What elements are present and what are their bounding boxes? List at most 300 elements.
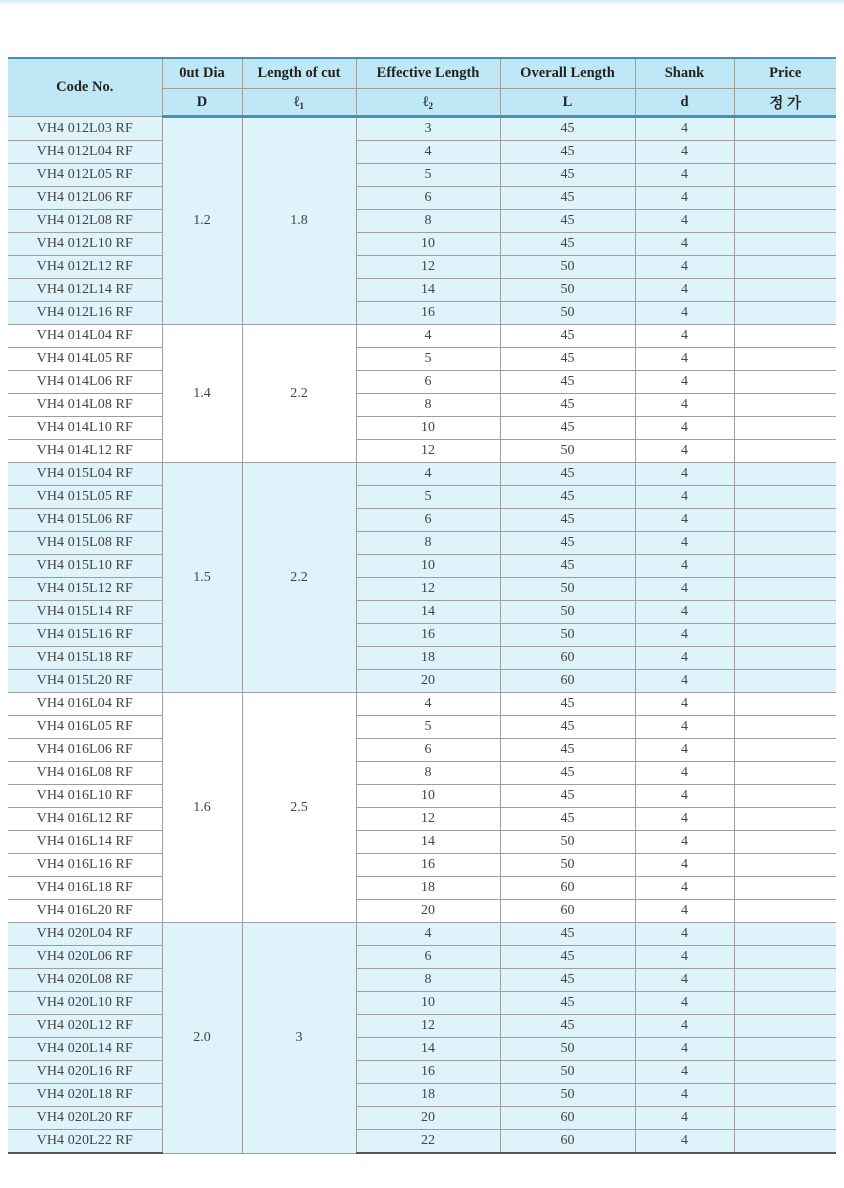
- price-cell: [734, 1130, 836, 1154]
- effective-length-cell: 8: [356, 394, 500, 417]
- shank-cell: 4: [635, 1061, 734, 1084]
- code-cell: VH4 020L04 RF: [8, 923, 162, 946]
- price-cell: [734, 187, 836, 210]
- code-cell: VH4 012L06 RF: [8, 187, 162, 210]
- price-cell: [734, 693, 836, 716]
- effective-length-cell: 22: [356, 1130, 500, 1154]
- table-row: [8, 785, 836, 808]
- overall-length-cell: 45: [500, 210, 635, 233]
- effective-length-cell: 12: [356, 808, 500, 831]
- price-cell: [734, 1015, 836, 1038]
- price-cell: [734, 532, 836, 555]
- effective-length-cell: 10: [356, 233, 500, 256]
- table-row: [8, 325, 836, 348]
- effective-length-cell: 6: [356, 739, 500, 762]
- table-body: [8, 117, 836, 1154]
- table-row: [8, 486, 836, 509]
- code-cell: VH4 016L18 RF: [8, 877, 162, 900]
- shank-cell: 4: [635, 785, 734, 808]
- table-row: [8, 670, 836, 693]
- price-cell: [734, 1038, 836, 1061]
- effective-length-cell: 10: [356, 785, 500, 808]
- header-symbol-small-d: d: [635, 89, 734, 117]
- price-cell: [734, 555, 836, 578]
- table-row: [8, 233, 836, 256]
- price-cell: [734, 624, 836, 647]
- effective-length-cell: 12: [356, 256, 500, 279]
- effective-length-cell: 14: [356, 831, 500, 854]
- table-row: [8, 1130, 836, 1154]
- price-cell: [734, 578, 836, 601]
- overall-length-cell: 60: [500, 900, 635, 923]
- effective-length-cell: 18: [356, 1084, 500, 1107]
- table-row: [8, 509, 836, 532]
- overall-length-cell: 50: [500, 1061, 635, 1084]
- price-cell: [734, 371, 836, 394]
- effective-length-cell: 5: [356, 486, 500, 509]
- effective-length-cell: 14: [356, 601, 500, 624]
- effective-length-cell: 10: [356, 555, 500, 578]
- shank-cell: 4: [635, 141, 734, 164]
- shank-cell: 4: [635, 117, 734, 141]
- shank-cell: 4: [635, 946, 734, 969]
- shank-cell: 4: [635, 440, 734, 463]
- price-cell: [734, 739, 836, 762]
- shank-cell: 4: [635, 854, 734, 877]
- shank-cell: 4: [635, 992, 734, 1015]
- overall-length-cell: 60: [500, 877, 635, 900]
- overall-length-cell: 50: [500, 831, 635, 854]
- header-symbol-l2: [356, 89, 500, 117]
- shank-cell: 4: [635, 716, 734, 739]
- effective-length-cell: 10: [356, 417, 500, 440]
- table-row: [8, 900, 836, 923]
- price-cell: [734, 210, 836, 233]
- effective-length-cell: 20: [356, 670, 500, 693]
- price-cell: [734, 900, 836, 923]
- price-cell: [734, 256, 836, 279]
- table-row: [8, 601, 836, 624]
- shank-cell: 4: [635, 739, 734, 762]
- shank-cell: 4: [635, 164, 734, 187]
- symbol-subscript: 2: [428, 100, 433, 111]
- overall-length-cell: 50: [500, 601, 635, 624]
- symbol-ell: ℓ: [294, 93, 300, 110]
- shank-cell: 4: [635, 900, 734, 923]
- table-row: [8, 555, 836, 578]
- code-cell: VH4 015L18 RF: [8, 647, 162, 670]
- price-cell: [734, 762, 836, 785]
- overall-length-cell: 45: [500, 1015, 635, 1038]
- price-cell: [734, 831, 836, 854]
- code-cell: VH4 016L05 RF: [8, 716, 162, 739]
- shank-cell: 4: [635, 1107, 734, 1130]
- shank-cell: 4: [635, 279, 734, 302]
- effective-length-cell: 6: [356, 509, 500, 532]
- effective-length-cell: 14: [356, 279, 500, 302]
- code-cell: VH4 014L05 RF: [8, 348, 162, 371]
- code-cell: VH4 012L12 RF: [8, 256, 162, 279]
- length-of-cut-cell: 3: [242, 923, 356, 1154]
- table-row: [8, 624, 836, 647]
- table-row: [8, 256, 836, 279]
- price-cell: [734, 647, 836, 670]
- shank-cell: 4: [635, 1015, 734, 1038]
- overall-length-cell: 45: [500, 693, 635, 716]
- shank-cell: 4: [635, 877, 734, 900]
- effective-length-cell: 8: [356, 762, 500, 785]
- overall-length-cell: 45: [500, 348, 635, 371]
- shank-cell: 4: [635, 647, 734, 670]
- table-row: [8, 394, 836, 417]
- shank-cell: 4: [635, 256, 734, 279]
- table-row: [8, 417, 836, 440]
- table-row: [8, 647, 836, 670]
- shank-cell: 4: [635, 1084, 734, 1107]
- overall-length-cell: 45: [500, 371, 635, 394]
- code-cell: VH4 012L03 RF: [8, 117, 162, 141]
- table-row: [8, 1015, 836, 1038]
- overall-length-cell: 45: [500, 463, 635, 486]
- table-row: [8, 1038, 836, 1061]
- shank-cell: 4: [635, 1038, 734, 1061]
- header-length-of-cut: Length of cut: [242, 58, 356, 89]
- effective-length-cell: 5: [356, 164, 500, 187]
- overall-length-cell: 45: [500, 808, 635, 831]
- price-cell: [734, 164, 836, 187]
- shank-cell: 4: [635, 670, 734, 693]
- price-cell: [734, 463, 836, 486]
- code-cell: VH4 016L20 RF: [8, 900, 162, 923]
- code-cell: VH4 012L16 RF: [8, 302, 162, 325]
- code-cell: VH4 012L10 RF: [8, 233, 162, 256]
- shank-cell: 4: [635, 394, 734, 417]
- table-row: [8, 877, 836, 900]
- effective-length-cell: 6: [356, 187, 500, 210]
- table-row: [8, 808, 836, 831]
- overall-length-cell: 45: [500, 509, 635, 532]
- table-row: [8, 739, 836, 762]
- code-cell: VH4 015L16 RF: [8, 624, 162, 647]
- shank-cell: 4: [635, 486, 734, 509]
- code-cell: VH4 015L14 RF: [8, 601, 162, 624]
- code-cell: VH4 016L08 RF: [8, 762, 162, 785]
- code-cell: VH4 014L04 RF: [8, 325, 162, 348]
- out-dia-cell: 1.5: [162, 463, 242, 693]
- overall-length-cell: 45: [500, 555, 635, 578]
- table-row: [8, 532, 836, 555]
- overall-length-cell: 60: [500, 1107, 635, 1130]
- overall-length-cell: 60: [500, 1130, 635, 1154]
- shank-cell: 4: [635, 578, 734, 601]
- price-cell: [734, 808, 836, 831]
- table-row: [8, 1084, 836, 1107]
- code-cell: VH4 016L16 RF: [8, 854, 162, 877]
- price-cell: [734, 440, 836, 463]
- symbol-ell: ℓ: [423, 93, 429, 110]
- table-header: [8, 58, 836, 117]
- overall-length-cell: 50: [500, 624, 635, 647]
- table-row: [8, 463, 836, 486]
- overall-length-cell: 45: [500, 486, 635, 509]
- effective-length-cell: 5: [356, 716, 500, 739]
- overall-length-cell: 50: [500, 440, 635, 463]
- shank-cell: 4: [635, 808, 734, 831]
- code-cell: VH4 020L10 RF: [8, 992, 162, 1015]
- table-row: [8, 969, 836, 992]
- effective-length-cell: 4: [356, 463, 500, 486]
- effective-length-cell: 10: [356, 992, 500, 1015]
- effective-length-cell: 6: [356, 371, 500, 394]
- top-decorative-strip: [0, 0, 844, 6]
- table-row: [8, 371, 836, 394]
- price-cell: [734, 325, 836, 348]
- table-row: [8, 693, 836, 716]
- price-cell: [734, 348, 836, 371]
- effective-length-cell: 12: [356, 440, 500, 463]
- shank-cell: 4: [635, 601, 734, 624]
- effective-length-cell: 16: [356, 302, 500, 325]
- overall-length-cell: 50: [500, 1084, 635, 1107]
- shank-cell: 4: [635, 923, 734, 946]
- shank-cell: 4: [635, 762, 734, 785]
- price-cell: [734, 601, 836, 624]
- table-row: [8, 210, 836, 233]
- price-cell: [734, 716, 836, 739]
- header-symbol-L: L: [500, 89, 635, 117]
- price-cell: [734, 141, 836, 164]
- code-cell: VH4 015L12 RF: [8, 578, 162, 601]
- out-dia-cell: 1.4: [162, 325, 242, 463]
- header-price: Price: [734, 58, 836, 89]
- table-row: [8, 279, 836, 302]
- price-cell: [734, 785, 836, 808]
- code-cell: VH4 020L22 RF: [8, 1130, 162, 1154]
- effective-length-cell: 6: [356, 946, 500, 969]
- shank-cell: 4: [635, 693, 734, 716]
- header-out-dia: 0ut Dia: [162, 58, 242, 89]
- table-row: [8, 1107, 836, 1130]
- header-price-korean: 정 가: [734, 89, 836, 117]
- shank-cell: 4: [635, 532, 734, 555]
- table-row: [8, 302, 836, 325]
- code-cell: VH4 020L18 RF: [8, 1084, 162, 1107]
- overall-length-cell: 45: [500, 187, 635, 210]
- table-row: [8, 578, 836, 601]
- effective-length-cell: 18: [356, 877, 500, 900]
- code-cell: VH4 020L06 RF: [8, 946, 162, 969]
- table-row: [8, 187, 836, 210]
- table-row: [8, 831, 836, 854]
- effective-length-cell: 8: [356, 532, 500, 555]
- price-cell: [734, 117, 836, 141]
- effective-length-cell: 14: [356, 1038, 500, 1061]
- shank-cell: 4: [635, 1130, 734, 1154]
- shank-cell: 4: [635, 969, 734, 992]
- price-cell: [734, 670, 836, 693]
- code-cell: VH4 012L14 RF: [8, 279, 162, 302]
- code-cell: VH4 015L10 RF: [8, 555, 162, 578]
- overall-length-cell: 50: [500, 256, 635, 279]
- code-cell: VH4 016L14 RF: [8, 831, 162, 854]
- code-cell: VH4 020L12 RF: [8, 1015, 162, 1038]
- length-of-cut-cell: 2.2: [242, 325, 356, 463]
- code-cell: VH4 015L06 RF: [8, 509, 162, 532]
- overall-length-cell: 45: [500, 992, 635, 1015]
- effective-length-cell: 4: [356, 693, 500, 716]
- out-dia-cell: 1.2: [162, 117, 242, 325]
- code-cell: VH4 020L16 RF: [8, 1061, 162, 1084]
- price-cell: [734, 1061, 836, 1084]
- price-cell: [734, 509, 836, 532]
- code-cell: VH4 015L08 RF: [8, 532, 162, 555]
- code-cell: VH4 020L20 RF: [8, 1107, 162, 1130]
- overall-length-cell: 45: [500, 164, 635, 187]
- overall-length-cell: 45: [500, 532, 635, 555]
- effective-length-cell: 3: [356, 117, 500, 141]
- table-row: [8, 164, 836, 187]
- shank-cell: 4: [635, 325, 734, 348]
- effective-length-cell: 4: [356, 923, 500, 946]
- effective-length-cell: 16: [356, 1061, 500, 1084]
- table-row: [8, 440, 836, 463]
- code-cell: VH4 015L04 RF: [8, 463, 162, 486]
- overall-length-cell: 45: [500, 417, 635, 440]
- overall-length-cell: 45: [500, 785, 635, 808]
- effective-length-cell: 18: [356, 647, 500, 670]
- table-row: [8, 992, 836, 1015]
- price-cell: [734, 1084, 836, 1107]
- table-row: [8, 117, 836, 141]
- effective-length-cell: 4: [356, 141, 500, 164]
- shank-cell: 4: [635, 463, 734, 486]
- table-row: [8, 923, 836, 946]
- effective-length-cell: 8: [356, 969, 500, 992]
- overall-length-cell: 60: [500, 670, 635, 693]
- code-cell: VH4 016L12 RF: [8, 808, 162, 831]
- overall-length-cell: 45: [500, 394, 635, 417]
- code-cell: VH4 016L10 RF: [8, 785, 162, 808]
- effective-length-cell: 12: [356, 1015, 500, 1038]
- header-symbol-l1: [242, 89, 356, 117]
- overall-length-cell: 45: [500, 233, 635, 256]
- shank-cell: 4: [635, 624, 734, 647]
- table-row: [8, 762, 836, 785]
- overall-length-cell: 45: [500, 923, 635, 946]
- shank-cell: 4: [635, 509, 734, 532]
- price-cell: [734, 394, 836, 417]
- shank-cell: 4: [635, 417, 734, 440]
- overall-length-cell: 45: [500, 325, 635, 348]
- code-cell: VH4 012L05 RF: [8, 164, 162, 187]
- price-cell: [734, 486, 836, 509]
- overall-length-cell: 45: [500, 969, 635, 992]
- table-row: [8, 348, 836, 371]
- shank-cell: 4: [635, 831, 734, 854]
- out-dia-cell: 2.0: [162, 923, 242, 1154]
- code-cell: VH4 020L14 RF: [8, 1038, 162, 1061]
- price-cell: [734, 992, 836, 1015]
- code-cell: VH4 012L08 RF: [8, 210, 162, 233]
- code-cell: VH4 014L12 RF: [8, 440, 162, 463]
- price-cell: [734, 279, 836, 302]
- shank-cell: 4: [635, 210, 734, 233]
- effective-length-cell: 16: [356, 624, 500, 647]
- length-of-cut-cell: 1.8: [242, 117, 356, 325]
- code-cell: VH4 016L04 RF: [8, 693, 162, 716]
- overall-length-cell: 50: [500, 578, 635, 601]
- table-row: [8, 716, 836, 739]
- price-cell: [734, 233, 836, 256]
- code-cell: VH4 020L08 RF: [8, 969, 162, 992]
- code-cell: VH4 012L04 RF: [8, 141, 162, 164]
- code-cell: VH4 014L10 RF: [8, 417, 162, 440]
- price-cell: [734, 923, 836, 946]
- effective-length-cell: 8: [356, 210, 500, 233]
- overall-length-cell: 50: [500, 302, 635, 325]
- overall-length-cell: 45: [500, 739, 635, 762]
- code-cell: VH4 014L08 RF: [8, 394, 162, 417]
- shank-cell: 4: [635, 348, 734, 371]
- price-cell: [734, 1107, 836, 1130]
- code-cell: VH4 015L05 RF: [8, 486, 162, 509]
- symbol-subscript: 1: [299, 100, 304, 111]
- overall-length-cell: 60: [500, 647, 635, 670]
- table-row: [8, 141, 836, 164]
- header-effective-length: Effective Length: [356, 58, 500, 89]
- length-of-cut-cell: 2.5: [242, 693, 356, 923]
- effective-length-cell: 16: [356, 854, 500, 877]
- table-row: [8, 854, 836, 877]
- price-cell: [734, 854, 836, 877]
- overall-length-cell: 45: [500, 762, 635, 785]
- overall-length-cell: 50: [500, 279, 635, 302]
- code-cell: VH4 016L06 RF: [8, 739, 162, 762]
- shank-cell: 4: [635, 233, 734, 256]
- price-cell: [734, 302, 836, 325]
- price-cell: [734, 877, 836, 900]
- effective-length-cell: 20: [356, 900, 500, 923]
- header-overall-length: Overall Length: [500, 58, 635, 89]
- product-spec-table: [8, 57, 836, 1154]
- price-cell: [734, 969, 836, 992]
- effective-length-cell: 5: [356, 348, 500, 371]
- overall-length-cell: 50: [500, 854, 635, 877]
- overall-length-cell: 50: [500, 1038, 635, 1061]
- shank-cell: 4: [635, 187, 734, 210]
- shank-cell: 4: [635, 555, 734, 578]
- header-shank: Shank: [635, 58, 734, 89]
- shank-cell: 4: [635, 371, 734, 394]
- effective-length-cell: 4: [356, 325, 500, 348]
- overall-length-cell: 45: [500, 117, 635, 141]
- overall-length-cell: 45: [500, 141, 635, 164]
- effective-length-cell: 12: [356, 578, 500, 601]
- overall-length-cell: 45: [500, 716, 635, 739]
- price-cell: [734, 946, 836, 969]
- header-symbol-d: D: [162, 89, 242, 117]
- table-row: [8, 1061, 836, 1084]
- length-of-cut-cell: 2.2: [242, 463, 356, 693]
- effective-length-cell: 20: [356, 1107, 500, 1130]
- table-row: [8, 946, 836, 969]
- header-code-no: Code No.: [8, 58, 162, 117]
- price-cell: [734, 417, 836, 440]
- code-cell: VH4 014L06 RF: [8, 371, 162, 394]
- overall-length-cell: 45: [500, 946, 635, 969]
- code-cell: VH4 015L20 RF: [8, 670, 162, 693]
- shank-cell: 4: [635, 302, 734, 325]
